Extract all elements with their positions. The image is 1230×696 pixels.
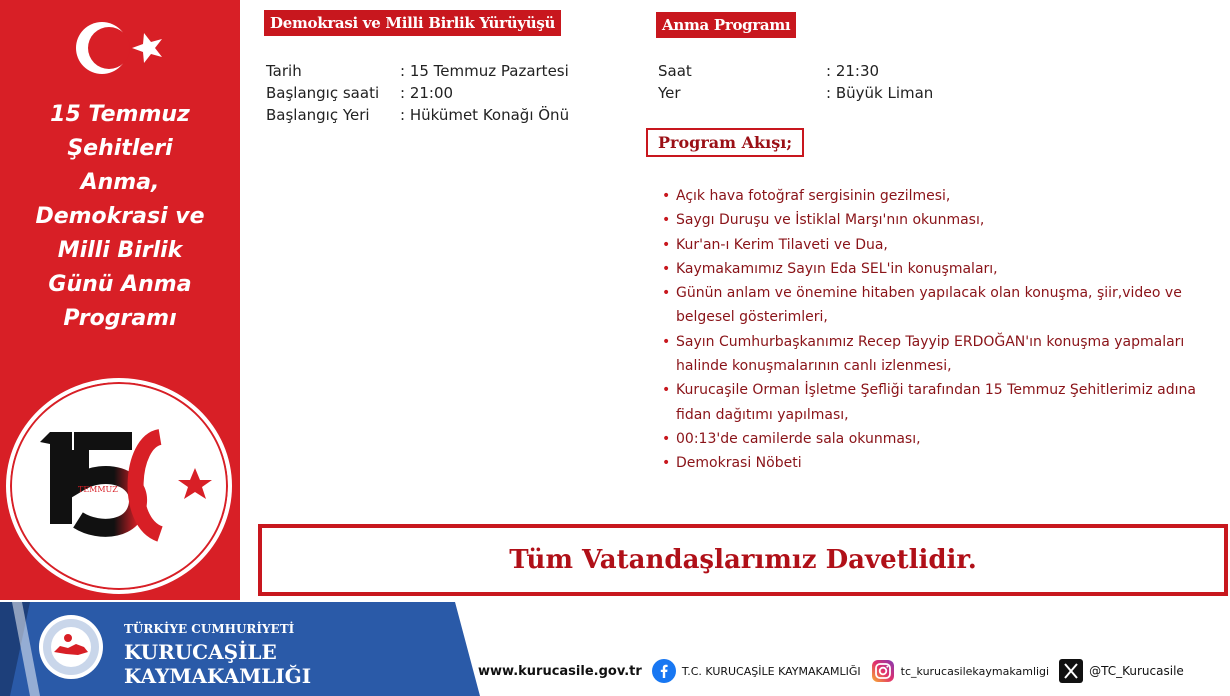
org-name-line: KURUCAŞİLE [124, 640, 277, 664]
footer [0, 602, 1230, 696]
info-row [266, 82, 569, 104]
list-item: • Kurucaşile Orman İşletme Şefliği tarafından 15 Temmuz Şehitlerimiz adına fidan dağıtımı yapılması, [660, 378, 1220, 427]
list-item: • Kaymakamımız Sayın Eda SEL'in konuşmaları, [660, 257, 1220, 281]
org-name [124, 640, 311, 688]
kaymakamlik-emblem-icon [38, 614, 104, 680]
info-value: : 21:30 [826, 62, 880, 80]
list-item: • Kur'an-ı Kerim Tilaveti ve Dua, [660, 233, 1220, 257]
invitation-text: Tüm Vatandaşlarımız Davetlidir. [509, 545, 977, 575]
info-row [658, 60, 933, 82]
instagram-text: tc_kurucasilekaymakamligi [900, 664, 1050, 678]
facebook-text: T.C. KURUCAŞİLE KAYMAKAMLIĞI [681, 664, 861, 678]
info-value: : Büyük Liman [826, 84, 934, 102]
facebook-link[interactable] [652, 659, 861, 683]
instagram-link[interactable] [871, 659, 1049, 683]
march-info [266, 60, 569, 126]
side-title-line: Anma, [80, 170, 160, 195]
info-value: : Hükümet Konağı Önü [400, 106, 570, 124]
org-name-line: KAYMAKAMLIĞI [124, 664, 312, 688]
info-label: Yer [658, 84, 681, 102]
info-label: Başlangıç Yeri [266, 106, 370, 124]
info-value: : 21:00 [400, 84, 454, 102]
logo-text: TEMMUZ [78, 485, 118, 494]
side-title-line: Demokrasi ve [35, 204, 205, 229]
15-temmuz-logo [6, 378, 232, 594]
org-country: TÜRKİYE CUMHURİYETİ [124, 622, 295, 636]
list-item: • Sayın Cumhurbaşkanımız Recep Tayyip ERDOĞAN'ın konuşma yapmaları halinde konuşmalarının canlı izlenmesi, [660, 330, 1220, 379]
info-row [658, 82, 933, 104]
side-title-line: Günü Anma [48, 272, 192, 297]
list-item: • Açık hava fotoğraf sergisinin gezilmesi, [660, 184, 1220, 208]
side-title-line: Şehitleri [67, 136, 173, 161]
list-item: • 00:13'de camilerde sala okunması, [660, 427, 1220, 451]
list-item: • Günün anlam ve önemine hitaben yapılacak olan konuşma, şiir,video ve belgesel gösterimleri, [660, 281, 1220, 330]
x-link[interactable] [1059, 659, 1184, 683]
side-title-line: 15 Temmuz [50, 102, 190, 127]
info-row [266, 60, 569, 82]
march-title: Demokrasi ve Milli Birlik Yürüyüşü [264, 10, 561, 36]
list-item: • Saygı Duruşu ve İstiklal Marşı'nın okunması, [660, 208, 1220, 232]
side-title [0, 98, 240, 336]
left-red-panel [0, 0, 240, 600]
contacts-bar [478, 656, 1194, 686]
ceremony-title: Anma Programı [656, 12, 796, 38]
x-icon [1059, 659, 1083, 683]
x-text: @TC_Kurucasile [1089, 664, 1184, 678]
15-temmuz-logo-icon [10, 382, 228, 590]
info-label: Saat [658, 62, 692, 80]
side-title-line: Programı [63, 306, 177, 331]
turkish-flag-icon [62, 18, 162, 78]
info-label: Tarih [266, 62, 302, 80]
program-flow-list [660, 184, 1220, 476]
invitation-banner [258, 524, 1228, 596]
info-row [266, 104, 569, 126]
info-value: : 15 Temmuz Pazartesi [400, 62, 569, 80]
instagram-icon [871, 659, 895, 683]
facebook-icon [652, 659, 676, 683]
website-link[interactable]: www.kurucasile.gov.tr [478, 663, 642, 679]
list-item: • Demokrasi Nöbeti [660, 451, 1220, 475]
ceremony-info [658, 60, 933, 104]
side-title-line: Milli Birlik [57, 238, 183, 263]
info-label: Başlangıç saati [266, 84, 380, 102]
program-flow-title: Program Akışı; [646, 128, 804, 157]
